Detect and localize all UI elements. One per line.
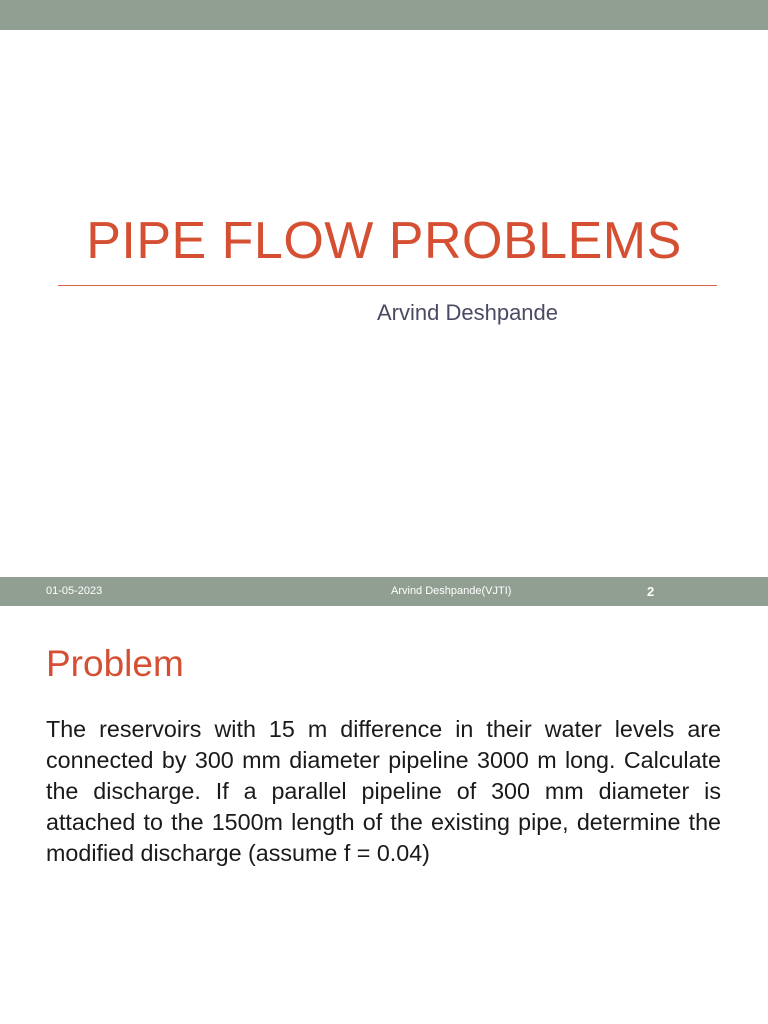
problem-statement: The reservoirs with 15 m difference in their water levels are connected by 300 mm diameter pipeline 3000 m long. Calculate the discharge. If a parallel pipeline of 300 mm diameter is attached to the 1500m length of the existing pipe, determine the modified discharge (assume f = 0.04) xyxy=(46,716,721,866)
slide-footer xyxy=(0,577,768,606)
footer-page-number: 2 xyxy=(647,584,655,599)
title-divider xyxy=(58,285,717,286)
footer-date: 01-05-2023 xyxy=(46,585,103,597)
footer-author: Arvind Deshpande(VJTI) xyxy=(391,585,512,597)
top-band xyxy=(0,0,768,30)
slide-subtitle: Arvind Deshpande xyxy=(377,300,559,325)
problem-heading: Problem xyxy=(46,643,184,684)
slide-title: PIPE FLOW PROBLEMS xyxy=(86,212,682,270)
